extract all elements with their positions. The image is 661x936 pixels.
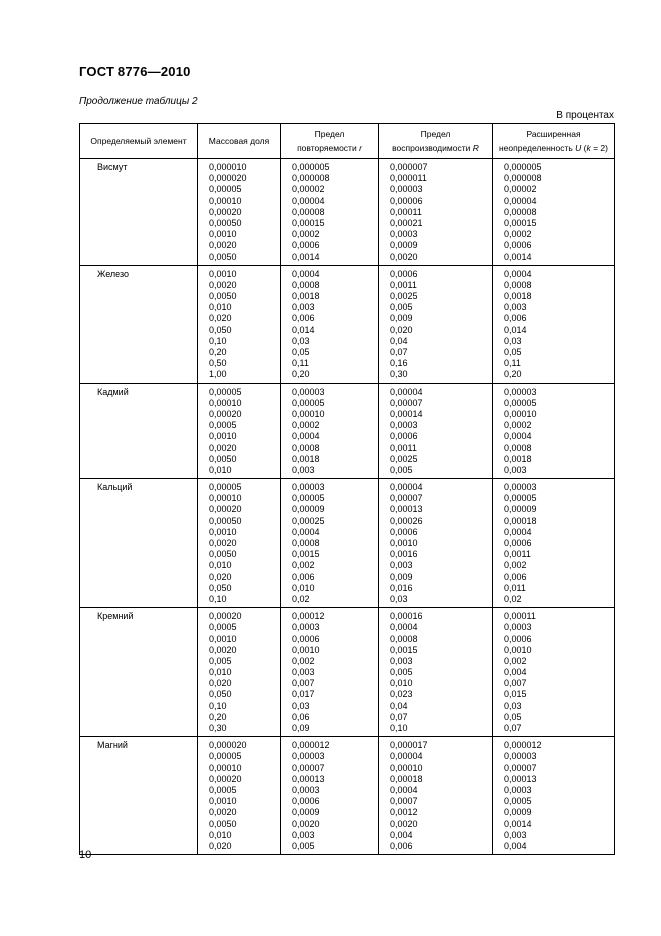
uncertainty-value: 0,0004 <box>504 526 532 537</box>
reproducibility-value: 0,00007 <box>390 493 423 504</box>
element-name-cell <box>80 159 198 266</box>
mass-fraction-value: 0,00010 <box>209 762 242 773</box>
uncertainty-value: 0,002 <box>504 655 527 666</box>
reproducibility-value: 0,0009 <box>390 240 418 251</box>
uncertainty-value: 0,0008 <box>504 442 532 453</box>
table-continuation-caption: Продолжение таблицы 2 <box>79 96 198 107</box>
mass-fraction-value: 0,10 <box>209 700 227 711</box>
reproducibility-value: 0,0006 <box>390 431 418 442</box>
repeatability-value: 0,00005 <box>292 397 325 408</box>
repeatability-value: 0,006 <box>292 313 315 324</box>
mass-fraction-value: 0,0020 <box>209 644 237 655</box>
uncertainty-value: 0,05 <box>504 711 522 722</box>
mass-fraction-value: 0,00010 <box>209 493 242 504</box>
reproducibility-value: 0,0004 <box>390 784 418 795</box>
repeatability-value: 0,05 <box>292 347 310 357</box>
reproducibility-value: 0,00016 <box>390 611 423 622</box>
mass-fraction-value: 0,00005 <box>209 482 242 493</box>
uncertainty-value: 0,0011 <box>504 549 531 560</box>
uncertainty-value: 0,003 <box>504 829 527 840</box>
reproducibility-value: 0,000017 <box>390 740 428 751</box>
mass-fraction-value: 0,0010 <box>209 229 237 240</box>
mass-fraction-value: 0,20 <box>209 711 227 722</box>
uncertainty-value: 0,0006 <box>504 538 532 548</box>
mass-fraction-value: 0,0020 <box>209 240 237 251</box>
repeatability-value: 0,000008 <box>292 173 330 184</box>
uncertainty-value: 0,00003 <box>504 386 537 397</box>
reproducibility-value: 0,0025 <box>390 291 418 302</box>
uncertainty-value: 0,0006 <box>504 633 532 644</box>
reproducibility-value: 0,000011 <box>390 173 427 184</box>
mass-fraction-value: 0,20 <box>209 347 227 357</box>
uncertainty-value: 0,00018 <box>504 515 537 526</box>
repeatability-value: 0,003 <box>292 667 315 678</box>
element-name: Висмут <box>97 162 128 172</box>
mass-fraction-value: 0,0050 <box>209 818 237 829</box>
column-header-mass-fraction: Массовая доля <box>198 124 281 159</box>
reproducibility-value: 0,005 <box>390 667 413 678</box>
uncertainty-value: 0,0018 <box>504 453 532 464</box>
uncertainty-value: 0,0014 <box>504 251 532 262</box>
reproducibility-cell <box>379 479 493 608</box>
uncertainty-value: 0,0010 <box>504 644 532 655</box>
repeatability-cell <box>281 479 379 608</box>
repeatability-value: 0,0006 <box>292 240 320 251</box>
repeatability-value: 0,00012 <box>292 611 325 622</box>
uncertainty-value: 0,00007 <box>504 762 537 773</box>
repeatability-value: 0,0014 <box>292 251 320 262</box>
repeatability-value: 0,06 <box>292 711 310 722</box>
reproducibility-value: 0,009 <box>390 571 413 582</box>
mass-fraction-value: 0,0020 <box>209 442 237 453</box>
mass-fraction-value: 0,005 <box>209 655 232 666</box>
repeatability-cell <box>281 737 379 855</box>
uncertainty-cell <box>493 265 615 383</box>
uncertainty-value: 0,03 <box>504 335 522 346</box>
reproducibility-value: 0,00006 <box>390 195 423 206</box>
repeatability-value: 0,0018 <box>292 453 320 464</box>
repeatability-value: 0,09 <box>292 723 310 733</box>
mass-fraction-value: 0,00005 <box>209 386 242 397</box>
repeatability-value: 0,00015 <box>292 217 325 228</box>
repeatability-cell <box>281 159 379 266</box>
mass-fraction-value: 0,0010 <box>209 633 237 644</box>
table-row <box>80 479 615 608</box>
reproducibility-value: 0,00004 <box>390 482 423 493</box>
uncertainty-value: 0,015 <box>504 689 527 700</box>
mass-fraction-value: 0,050 <box>209 689 232 700</box>
column-header-uncertainty: Расширенная неопределенность U (k = 2) <box>493 124 615 159</box>
mass-fraction-cell <box>198 608 281 737</box>
mass-fraction-value: 0,010 <box>209 302 232 313</box>
reproducibility-value: 0,0004 <box>390 622 418 633</box>
reproducibility-value: 0,00011 <box>390 206 422 217</box>
repeatability-value: 0,0004 <box>292 431 320 442</box>
uncertainty-value: 0,0014 <box>504 818 532 829</box>
uncertainty-value: 0,003 <box>504 302 527 313</box>
mass-fraction-value: 0,010 <box>209 667 232 678</box>
reproducibility-value: 0,003 <box>390 560 413 571</box>
mass-fraction-cell <box>198 479 281 608</box>
repeatability-value: 0,0004 <box>292 526 320 537</box>
repeatability-value: 0,002 <box>292 655 315 666</box>
repeatability-value: 0,00010 <box>292 408 325 419</box>
mass-fraction-value: 0,00020 <box>209 408 242 419</box>
reproducibility-value: 0,00013 <box>390 504 423 515</box>
mass-fraction-value: 0,020 <box>209 840 232 851</box>
reproducibility-cell <box>379 737 493 855</box>
repeatability-value: 0,00007 <box>292 762 325 773</box>
table-body <box>80 159 615 855</box>
mass-fraction-value: 0,0050 <box>209 291 237 302</box>
reproducibility-value: 0,04 <box>390 335 408 346</box>
mass-fraction-value: 0,00010 <box>209 397 242 408</box>
mass-fraction-value: 0,010 <box>209 464 232 475</box>
reproducibility-value: 0,03 <box>390 593 408 604</box>
element-name-cell <box>80 383 198 479</box>
repeatability-value: 0,03 <box>292 335 310 346</box>
standard-title: ГОСТ 8776—2010 <box>79 64 191 79</box>
mass-fraction-value: 0,10 <box>209 593 227 604</box>
uncertainty-cell <box>493 383 615 479</box>
page-number: 10 <box>79 849 92 861</box>
mass-fraction-value: 0,0010 <box>209 431 237 442</box>
repeatability-value: 0,00008 <box>292 206 325 217</box>
mass-fraction-value: 0,0050 <box>209 453 237 464</box>
mass-fraction-value: 0,30 <box>209 723 227 733</box>
uncertainty-value: 0,00010 <box>504 408 537 419</box>
uncertainty-value: 0,20 <box>504 369 522 380</box>
reproducibility-value: 0,023 <box>390 689 413 700</box>
uncertainty-value: 0,00013 <box>504 773 537 784</box>
uncertainty-value: 0,0002 <box>504 229 532 240</box>
table-row <box>80 608 615 737</box>
uncertainty-value: 0,11 <box>504 358 521 369</box>
reproducibility-value: 0,00003 <box>390 184 423 195</box>
uncertainty-value: 0,014 <box>504 324 527 335</box>
repeatability-value: 0,00003 <box>292 386 325 397</box>
column-header-repeatability: Предел повторяемости r <box>281 124 379 159</box>
reproducibility-value: 0,003 <box>390 655 413 666</box>
uncertainty-value: 0,006 <box>504 571 527 582</box>
reproducibility-value: 0,00014 <box>390 408 423 419</box>
uncertainty-value: 0,002 <box>504 560 527 571</box>
reproducibility-value: 0,00007 <box>390 397 423 408</box>
mass-fraction-value: 0,020 <box>209 678 232 689</box>
uncertainty-value: 0,0002 <box>504 420 532 431</box>
reproducibility-value: 0,005 <box>390 302 413 313</box>
reproducibility-value: 0,04 <box>390 700 408 711</box>
mass-fraction-value: 0,000020 <box>209 173 247 184</box>
mass-fraction-value: 0,0020 <box>209 279 237 290</box>
reproducibility-value: 0,0012 <box>390 807 418 818</box>
mass-fraction-value: 0,010 <box>209 560 232 571</box>
element-name-cell <box>80 265 198 383</box>
reproducibility-value: 0,0008 <box>390 633 418 644</box>
uncertainty-value: 0,004 <box>504 667 527 678</box>
mass-fraction-value: 0,000020 <box>209 740 247 751</box>
element-name: Кремний <box>97 611 134 622</box>
uncertainty-cell <box>493 159 615 266</box>
repeatability-cell <box>281 265 379 383</box>
reproducibility-value: 0,07 <box>390 347 408 357</box>
reproducibility-value: 0,30 <box>390 369 408 380</box>
mass-fraction-value: 0,0020 <box>209 807 237 818</box>
reproducibility-value: 0,006 <box>390 840 413 851</box>
repeatability-value: 0,0015 <box>292 549 320 560</box>
uncertainty-value: 0,00005 <box>504 397 537 408</box>
mass-fraction-cell <box>198 265 281 383</box>
repeatability-value: 0,0009 <box>292 807 320 818</box>
repeatability-value: 0,00025 <box>292 515 325 526</box>
data-table <box>79 123 615 855</box>
reproducibility-value: 0,0003 <box>390 420 418 431</box>
repeatability-value: 0,0006 <box>292 633 320 644</box>
mass-fraction-value: 0,00005 <box>209 751 242 762</box>
reproducibility-value: 0,00004 <box>390 751 423 762</box>
mass-fraction-cell <box>198 383 281 479</box>
mass-fraction-value: 0,000010 <box>209 162 247 172</box>
uncertainty-value: 0,0003 <box>504 622 532 633</box>
repeatability-value: 0,0010 <box>292 644 320 655</box>
element-name: Кальций <box>97 482 133 493</box>
mass-fraction-value: 0,0005 <box>209 784 237 795</box>
uncertainty-cell <box>493 479 615 608</box>
mass-fraction-value: 0,00010 <box>209 195 242 206</box>
repeatability-value: 0,007 <box>292 678 315 689</box>
uncertainty-value: 0,0004 <box>504 431 532 442</box>
repeatability-value: 0,0018 <box>292 291 320 302</box>
reproducibility-value: 0,16 <box>390 358 408 369</box>
repeatability-value: 0,00003 <box>292 482 325 493</box>
reproducibility-cell <box>379 608 493 737</box>
mass-fraction-value: 0,050 <box>209 582 232 593</box>
reproducibility-value: 0,0015 <box>390 644 418 655</box>
reproducibility-value: 0,005 <box>390 464 413 475</box>
repeatability-value: 0,00004 <box>292 195 325 206</box>
reproducibility-cell <box>379 159 493 266</box>
uncertainty-value: 0,003 <box>504 464 527 475</box>
uncertainty-value: 0,00015 <box>504 217 537 228</box>
repeatability-value: 0,03 <box>292 700 310 711</box>
element-name: Магний <box>97 740 128 751</box>
mass-fraction-value: 0,00020 <box>209 611 242 622</box>
mass-fraction-value: 0,00050 <box>209 217 242 228</box>
reproducibility-value: 0,010 <box>390 678 413 689</box>
units-note: В процентах <box>556 110 614 121</box>
reproducibility-value: 0,016 <box>390 582 413 593</box>
repeatability-value: 0,11 <box>292 358 309 369</box>
reproducibility-value: 0,0003 <box>390 229 418 240</box>
uncertainty-value: 0,004 <box>504 840 527 851</box>
reproducibility-value: 0,009 <box>390 313 413 324</box>
reproducibility-cell <box>379 265 493 383</box>
uncertainty-value: 0,03 <box>504 700 522 711</box>
reproducibility-value: 0,10 <box>390 723 408 733</box>
mass-fraction-value: 0,00050 <box>209 515 242 526</box>
reproducibility-value: 0,07 <box>390 711 408 722</box>
uncertainty-value: 0,00008 <box>504 206 537 217</box>
mass-fraction-value: 0,0020 <box>209 538 237 548</box>
repeatability-value: 0,00002 <box>292 184 325 195</box>
repeatability-cell <box>281 383 379 479</box>
element-name: Железо <box>97 268 129 279</box>
uncertainty-value: 0,07 <box>504 723 522 733</box>
table-row <box>80 265 615 383</box>
repeatability-value: 0,0003 <box>292 622 320 633</box>
uncertainty-value: 0,0004 <box>504 268 532 279</box>
mass-fraction-value: 0,00005 <box>209 184 242 195</box>
reproducibility-value: 0,00026 <box>390 515 423 526</box>
column-header-reproducibility: Предел воспроизводимости R <box>379 124 493 159</box>
mass-fraction-value: 0,00020 <box>209 206 242 217</box>
repeatability-value: 0,0006 <box>292 796 320 807</box>
uncertainty-value: 0,006 <box>504 313 527 324</box>
uncertainty-value: 0,000012 <box>504 740 542 751</box>
uncertainty-value: 0,02 <box>504 593 522 604</box>
table-row <box>80 383 615 479</box>
repeatability-value: 0,0002 <box>292 420 320 431</box>
uncertainty-value: 0,000008 <box>504 173 542 184</box>
mass-fraction-value: 1,00 <box>209 369 227 380</box>
repeatability-value: 0,002 <box>292 560 315 571</box>
reproducibility-value: 0,0006 <box>390 526 418 537</box>
repeatability-value: 0,0008 <box>292 279 320 290</box>
mass-fraction-cell <box>198 159 281 266</box>
mass-fraction-value: 0,0010 <box>209 268 237 279</box>
repeatability-value: 0,00013 <box>292 773 325 784</box>
reproducibility-value: 0,020 <box>390 324 413 335</box>
reproducibility-value: 0,0016 <box>390 549 418 560</box>
uncertainty-value: 0,0006 <box>504 240 532 251</box>
mass-fraction-value: 0,0005 <box>209 622 237 633</box>
repeatability-value: 0,0008 <box>292 442 320 453</box>
reproducibility-value: 0,0007 <box>390 796 418 807</box>
uncertainty-value: 0,0003 <box>504 784 532 795</box>
table-row <box>80 737 615 855</box>
uncertainty-value: 0,0005 <box>504 796 532 807</box>
repeatability-value: 0,0004 <box>292 268 320 279</box>
uncertainty-cell <box>493 737 615 855</box>
uncertainty-value: 0,00011 <box>504 611 536 622</box>
reproducibility-value: 0,0020 <box>390 818 418 829</box>
repeatability-value: 0,003 <box>292 464 315 475</box>
reproducibility-value: 0,004 <box>390 829 413 840</box>
mass-fraction-value: 0,0010 <box>209 526 237 537</box>
reproducibility-value: 0,00010 <box>390 762 423 773</box>
reproducibility-cell <box>379 383 493 479</box>
uncertainty-value: 0,0018 <box>504 291 532 302</box>
repeatability-value: 0,003 <box>292 829 315 840</box>
mass-fraction-value: 0,050 <box>209 324 232 335</box>
element-name: Кадмий <box>97 386 129 397</box>
reproducibility-value: 0,0025 <box>390 453 418 464</box>
repeatability-value: 0,005 <box>292 840 315 851</box>
uncertainty-value: 0,00003 <box>504 751 537 762</box>
repeatability-value: 0,003 <box>292 302 315 313</box>
mass-fraction-value: 0,00020 <box>209 773 242 784</box>
mass-fraction-value: 0,0050 <box>209 549 237 560</box>
repeatability-value: 0,000012 <box>292 740 330 751</box>
uncertainty-value: 0,011 <box>504 582 526 593</box>
element-name-cell <box>80 608 198 737</box>
repeatability-value: 0,010 <box>292 582 315 593</box>
reproducibility-value: 0,0011 <box>390 442 417 453</box>
repeatability-value: 0,02 <box>292 593 310 604</box>
uncertainty-cell <box>493 608 615 737</box>
uncertainty-value: 0,00005 <box>504 493 537 504</box>
repeatability-value: 0,0020 <box>292 818 320 829</box>
element-name-cell <box>80 737 198 855</box>
mass-fraction-value: 0,0050 <box>209 251 237 262</box>
repeatability-value: 0,00009 <box>292 504 325 515</box>
repeatability-value: 0,0003 <box>292 784 320 795</box>
repeatability-value: 0,017 <box>292 689 315 700</box>
uncertainty-value: 0,00002 <box>504 184 537 195</box>
repeatability-value: 0,006 <box>292 571 315 582</box>
uncertainty-value: 0,007 <box>504 678 527 689</box>
reproducibility-value: 0,0006 <box>390 268 418 279</box>
mass-fraction-value: 0,10 <box>209 335 227 346</box>
mass-fraction-value: 0,0005 <box>209 420 237 431</box>
repeatability-value: 0,20 <box>292 369 310 380</box>
repeatability-value: 0,00005 <box>292 493 325 504</box>
table-row <box>80 159 615 266</box>
reproducibility-value: 0,00021 <box>390 217 423 228</box>
uncertainty-value: 0,05 <box>504 347 522 357</box>
repeatability-cell <box>281 608 379 737</box>
uncertainty-value: 0,00004 <box>504 195 537 206</box>
reproducibility-value: 0,00018 <box>390 773 423 784</box>
mass-fraction-value: 0,010 <box>209 829 232 840</box>
mass-fraction-value: 0,50 <box>209 358 227 369</box>
repeatability-value: 0,014 <box>292 324 315 335</box>
reproducibility-value: 0,0020 <box>390 251 418 262</box>
repeatability-value: 0,00003 <box>292 751 325 762</box>
repeatability-value: 0,000005 <box>292 162 330 172</box>
uncertainty-value: 0,000005 <box>504 162 542 172</box>
uncertainty-value: 0,0009 <box>504 807 532 818</box>
column-header-element: Определяемый элемент <box>80 124 198 159</box>
reproducibility-value: 0,000007 <box>390 162 428 172</box>
uncertainty-value: 0,00003 <box>504 482 537 493</box>
mass-fraction-cell <box>198 737 281 855</box>
repeatability-value: 0,0002 <box>292 229 320 240</box>
mass-fraction-value: 0,020 <box>209 571 232 582</box>
mass-fraction-value: 0,020 <box>209 313 232 324</box>
uncertainty-value: 0,0008 <box>504 279 532 290</box>
reproducibility-value: 0,00004 <box>390 386 423 397</box>
mass-fraction-value: 0,00020 <box>209 504 242 515</box>
reproducibility-value: 0,0011 <box>390 279 417 290</box>
repeatability-value: 0,0008 <box>292 538 320 548</box>
mass-fraction-value: 0,0010 <box>209 796 237 807</box>
element-name-cell <box>80 479 198 608</box>
table-header-row <box>80 124 615 159</box>
uncertainty-value: 0,00009 <box>504 504 537 515</box>
reproducibility-value: 0,0010 <box>390 538 418 548</box>
